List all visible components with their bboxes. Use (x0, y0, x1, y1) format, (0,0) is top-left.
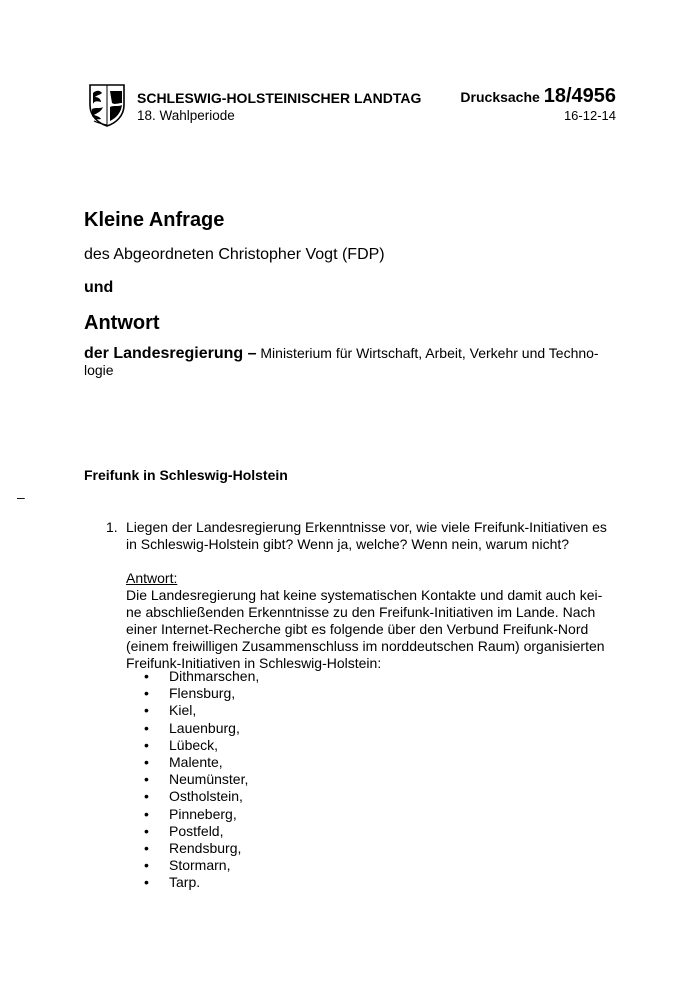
asker-line: des Abgeordneten Christopher Vogt (FDP) (84, 246, 385, 263)
initiative-list (144, 668, 259, 892)
government-lead: der Landesregierung – (84, 345, 257, 362)
drucksache-label: Drucksache (460, 89, 544, 105)
answer-title: Antwort (84, 312, 160, 334)
answer-block (126, 570, 616, 672)
list-item: • Stormarn, (144, 857, 259, 874)
list-item: • Lauenburg, (144, 720, 259, 737)
document-title: Kleine Anfrage (84, 209, 225, 231)
separator-dash: – (17, 489, 25, 505)
list-item: • Kiel, (144, 702, 259, 719)
list-item: • Malente, (144, 754, 259, 771)
list-item: • Tarp. (144, 874, 259, 891)
list-item: • Lübeck, (144, 737, 259, 754)
question-text: Liegen der Landesregierung Erkenntnisse vor, wie viele Freifunk-Initiativen es in Schleswig-Holstein gibt? Wenn ja, welche? Wenn nein, warum nicht? (126, 519, 607, 552)
list-item: • Postfeld, (144, 823, 259, 840)
question-number: 1. (106, 519, 118, 535)
subject-heading: Freifunk in Schleswig-Holstein (84, 467, 288, 483)
election-period: 18. Wahlperiode (137, 108, 235, 123)
answer-text: Die Landesregierung hat keine systematischen Kontakte und damit auch kei-ne abschließenden Erkenntnisse zu den Freifunk-Initiativen im Lande. Nach einer Internet-Recherche gibt es folgende über den Verbund Freifunk-Nord (einem freiwilligen Zusammenschluss im norddeutschen Raum) organisierten Freifunk-Initiativen in Schleswig-Holstein: (126, 587, 605, 671)
drucksache-number (460, 85, 616, 108)
ministry-name: Ministerium für Wirtschaft, Arbeit, Verkehr und Techno-logie (84, 345, 599, 378)
conjunction: und (84, 279, 114, 296)
list-item: • Flensburg, (144, 685, 259, 702)
document-date: 16-12-14 (563, 108, 616, 123)
government-line (84, 345, 614, 379)
answer-label: Antwort: (126, 570, 178, 586)
list-item: • Neumünster, (144, 771, 259, 788)
coat-of-arms-icon (88, 83, 126, 127)
list-item: • Rendsburg, (144, 840, 259, 857)
list-item: • Pinneberg, (144, 806, 259, 823)
list-item: • Dithmarschen, (144, 668, 259, 685)
drucksache-value: 18/4956 (543, 85, 616, 107)
list-item: • Ostholstein, (144, 788, 259, 805)
parliament-name: SCHLESWIG-HOLSTEINISCHER LANDTAG (137, 90, 422, 106)
